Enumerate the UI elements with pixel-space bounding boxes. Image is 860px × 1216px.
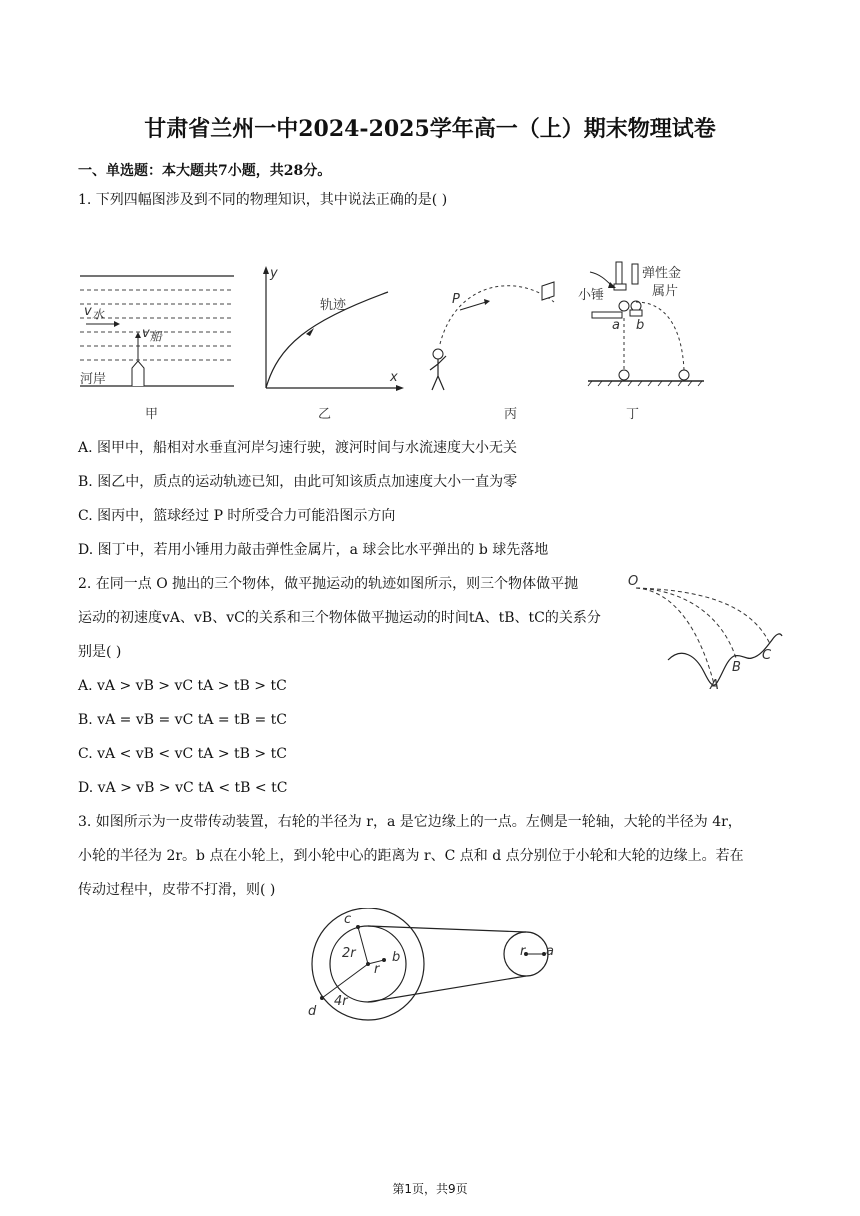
point-b-label: b (392, 950, 401, 965)
point-c-label: c (344, 912, 352, 927)
v-water-subscript: 水 (91, 307, 104, 322)
hammer-label: 小锤 (578, 288, 605, 303)
q2-point-a: A (710, 678, 719, 693)
radius-r-right-label: r (520, 944, 526, 959)
q3-stem-line3: 传动过程中，皮带不打滑，则( ) (78, 882, 276, 898)
trajectory-label: 轨迹 (320, 298, 347, 313)
page-footer: 第1页，共9页 (392, 1182, 468, 1196)
point-p-label: P (452, 292, 460, 307)
radius-r-center-label: r (374, 962, 380, 977)
q1-option-c: C. 图丙中，篮球经过 P 时所受合力可能沿图示方向 (78, 508, 396, 524)
q2-option-d: D. vA > vB > vC tA < tB < tC (78, 780, 288, 796)
radius-4r-label: 4r (334, 994, 348, 1009)
q1-option-a: A. 图甲中，船相对水垂直河岸匀速行驶，渡河时间与水流速度大小无关 (78, 440, 518, 456)
q2-figure (626, 576, 786, 696)
q2-point-c: C (762, 648, 772, 663)
caption-ding: 丁 (626, 407, 640, 422)
point-d-label: d (308, 1004, 317, 1019)
q3-stem-line1: 3. 如图所示为一皮带传动装置，右轮的半径为 r，a 是它边缘上的一点。左侧是一轮轴，大轮的半径为 4r， (78, 814, 742, 830)
q3-stem-line2: 小轮的半径为 2r。b 点在小轮上，到小轮中心的距离为 r、C 点和 d 点分别位于小轮和大轮的边缘上。若在 (78, 848, 744, 864)
q1-figure-jia (78, 268, 238, 398)
axis-y-label: y (270, 266, 278, 281)
point-a-label: a (546, 944, 554, 959)
section-heading: 一、单选题：本大题共7小题，共28分。 (78, 163, 332, 179)
v-boat-subscript: 船 (149, 329, 162, 344)
q2-stem-line2: 运动的初速度vA、vB、vC的关系和三个物体做平抛运动的时间tA、tB、tC的关系分 (78, 610, 601, 626)
v-water-label: v (84, 304, 92, 319)
ball-a-label: a (612, 318, 620, 333)
q2-point-b: B (732, 660, 741, 675)
caption-bing: 丙 (504, 407, 518, 422)
q1-figure-yi (258, 266, 408, 394)
q1-figure-bing (426, 272, 566, 400)
caption-jia: 甲 (145, 407, 159, 422)
ball-b-label: b (636, 318, 645, 333)
axis-x-label: x (390, 370, 398, 385)
page-title: 甘肃省兰州一中2024-2025学年高一（上）期末物理试卷 (144, 116, 716, 142)
q1-option-b: B. 图乙中，质点的运动轨迹已知，由此可知该质点加速度大小一直为零 (78, 474, 518, 490)
q2-stem-line3: 别是( ) (78, 644, 122, 660)
metal-sheet-label-2: 属片 (652, 284, 679, 299)
q3-belt-figure (300, 908, 570, 1024)
q1-stem: 1. 下列四幅图涉及到不同的物理知识，其中说法正确的是( ) (78, 192, 448, 208)
q1-option-d: D. 图丁中，若用小锤用力敲击弹性金属片，a 球会比水平弹出的 b 球先落地 (78, 542, 549, 558)
q2-point-o: O (628, 574, 639, 589)
q2-option-b: B. vA = vB = vC tA = tB = tC (78, 712, 287, 728)
q2-stem-line1: 2. 在同一点 O 抛出的三个物体，做平抛运动的轨迹如图所示，则三个物体做平抛 (78, 576, 579, 592)
caption-yi: 乙 (318, 407, 332, 422)
river-bank-label: 河岸 (80, 372, 107, 387)
q2-option-a: A. vA > vB > vC tA > tB > tC (78, 678, 287, 694)
q1-figure-ding (578, 258, 706, 388)
q2-option-c: C. vA < vB < vC tA > tB > tC (78, 746, 287, 762)
radius-2r-label: 2r (342, 946, 356, 961)
v-boat-label: v (142, 326, 150, 341)
metal-sheet-label-1: 弹性金 (642, 266, 682, 281)
